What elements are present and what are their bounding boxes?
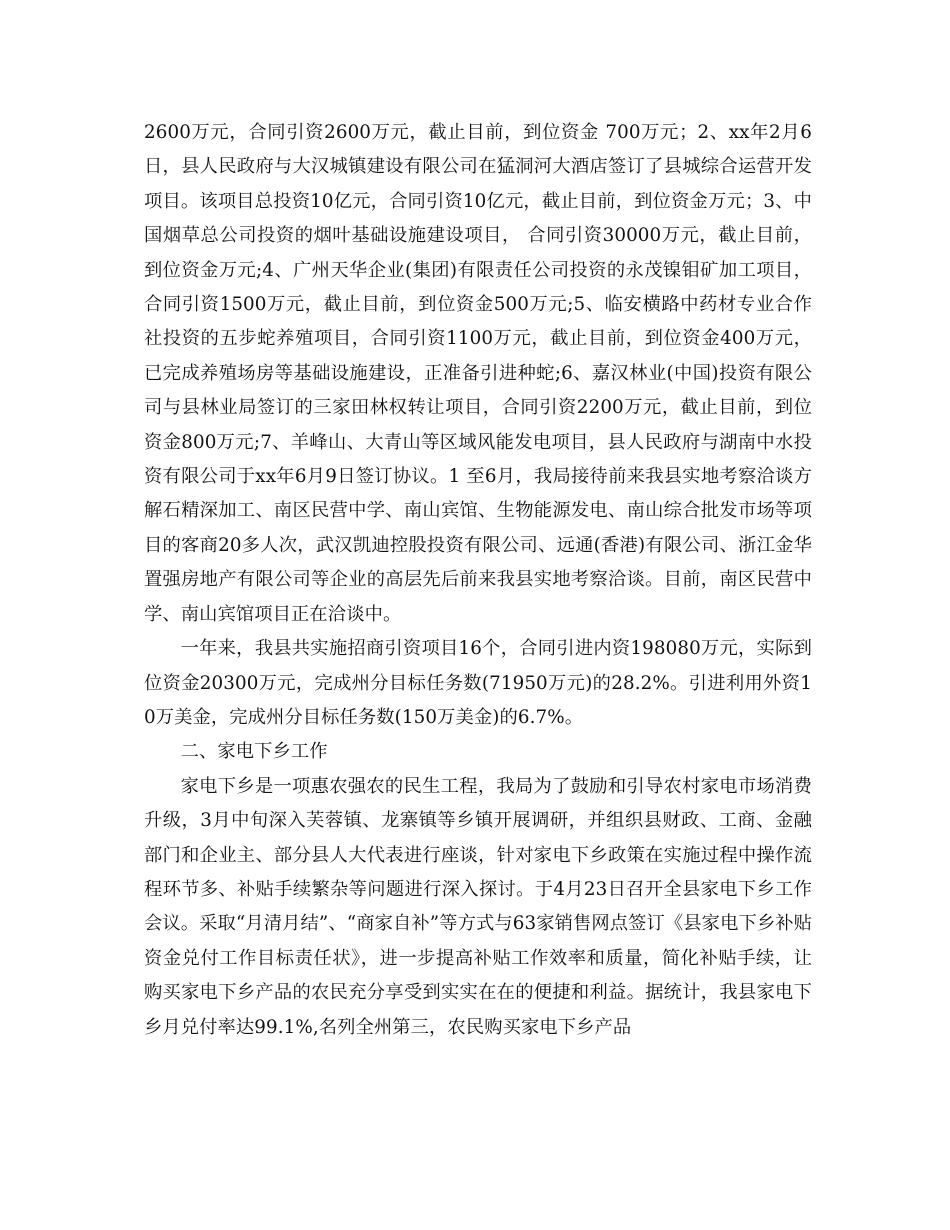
paragraph-summary: 一年来，我县共实施招商引资项目16个，合同引进内资198080万元，实际到位资金20300万元，完成州分目标任务数(71950万元)的28.2%。引进利用外资10万美金，完成州分目标任务数(150万美金)的6.7%。 — [144, 638, 812, 728]
paragraph-projects: 2600万元，合同引资2600万元，截止目前，到位资金 700万元；2、xx年2月6日，县人民政府与大汉城镇建设有限公司在猛洞河大酒店签订了县城综合运营开发项目。该项目总投资10亿元，合同引资10亿元，截止目前，到位资金万元；3、中国烟草总公司投资的烟叶基础设施建设项目， 合同引资30000万元，截止目前，到位资金万元;4、广州天华企业(集团)有限责任公司投资的永茂镍钼矿加工项目，合同引资1500万元，截止目前，到位资金500万元;5、临安横路中药材专业合作社投资的五步蛇养殖项目，合同引资1100万元，截止目前，到位资金400万元，已完成养殖场房等基础设施建设，正准备引进种蛇;6、嘉汉林业(中国)投资有限公司与县林业局签订的三家田林权转让项目，合同引资2200万元，截止目前，到位资金800万元;7、羊峰山、大青山等区域风能发电项目，县人民政府与湖南中水投资有限公司于xx年6月9日签订协议。1 至6月，我局接待前来我县实地考察洽谈方解石精深加工、南区民营中学、南山宾馆、生物能源发电、南山综合批发市场等项目的客商20多人次，武汉凯迪控股投资有限公司、远通(香港)有限公司、浙江金华置强房地产有限公司等企业的高层先后前来我县实地考察洽谈。目前，南区民营中学、南山宾馆项目正在洽谈中。 — [144, 122, 812, 625]
document-page — [144, 116, 812, 1045]
section-heading-appliances: 二、家电下乡工作 — [180, 741, 328, 763]
paragraph-appliances: 家电下乡是一项惠农强农的民生工程，我局为了鼓励和引导农村家电市场消费升级，3月中旬深入芙蓉镇、龙寨镇等乡镇开展调研，并组织县财政、工商、金融部门和企业主、部分县人大代表进行座谈，针对家电下乡政策在实施过程中操作流程环节多、补贴手续繁杂等问题进行深入探讨。于4月23日召开全县家电下乡工作会议。采取“月清月结”、“商家自补”等方式与63家销售网点签订《县家电下乡补贴资金兑付工作目标责任状》，进一步提高补贴工作效率和质量，简化补贴手续，让购买家电下乡产品的农民充分享受到实实在在的便捷和利益。据统计，我县家电下乡月兑付率达99.1%,名列全州第三，农民购买家电下乡产品 — [144, 775, 812, 1038]
